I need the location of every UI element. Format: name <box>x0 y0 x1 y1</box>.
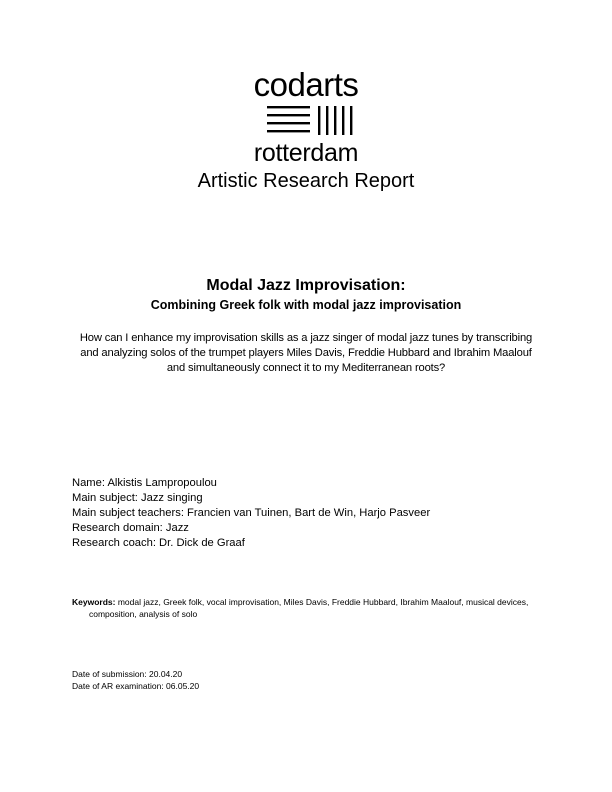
logo-vertical-line <box>318 106 320 135</box>
dates-block <box>72 668 199 692</box>
research-coach: Research coach: Dr. Dick de Graaf <box>72 537 245 549</box>
logo-vertical-line <box>350 106 352 135</box>
research-domain: Research domain: Jazz <box>72 522 189 534</box>
keywords-text: modal jazz, Greek folk, vocal improvisation, Miles Davis, Freddie Hubbard, Ibrahim Maalouf, musical devices, composition, analysis of solo <box>89 597 529 619</box>
submission-date: Date of submission: 20.04.20 <box>72 669 183 679</box>
report-type-heading: Artistic Research Report <box>197 170 415 192</box>
main-subject: Main subject: Jazz singing <box>72 492 203 504</box>
logo-horizontal-line <box>267 114 310 116</box>
keywords-block <box>72 596 559 620</box>
page-subtitle: Combining Greek folk with modal jazz improvisation <box>150 298 462 312</box>
logo-vertical-line <box>342 106 344 135</box>
page-title: Modal Jazz Improvisation: <box>206 277 406 294</box>
logo-vertical-line <box>326 106 328 135</box>
author-name: Name: Alkistis Lampropoulou <box>72 477 217 489</box>
logo-horizontal-line <box>267 130 310 132</box>
research-question: How can I enhance my improvisation skills as a jazz singer of modal jazz tunes by transcribing and analyzing solos of the trumpet players Miles Davis, Freddie Hubbard and Ibrahim Maalouf and simultaneously connect it to my Mediterranean roots? <box>79 332 533 374</box>
logo-vertical-line <box>334 106 336 135</box>
examination-date: Date of AR examination: 06.05.20 <box>72 681 200 691</box>
keywords-label: Keywords: <box>72 597 116 607</box>
logo-horizontal-line <box>267 106 310 108</box>
logo-wordmark-rotterdam: rotterdam <box>253 139 359 167</box>
main-subject-teachers: Main subject teachers: Francien van Tuinen, Bart de Win, Harjo Pasveer <box>72 507 431 519</box>
logo-lines-icon <box>267 104 359 138</box>
author-info-block <box>72 476 430 551</box>
logo-horizontal-line <box>267 122 310 124</box>
logo-wordmark-codarts: codarts <box>253 66 359 103</box>
